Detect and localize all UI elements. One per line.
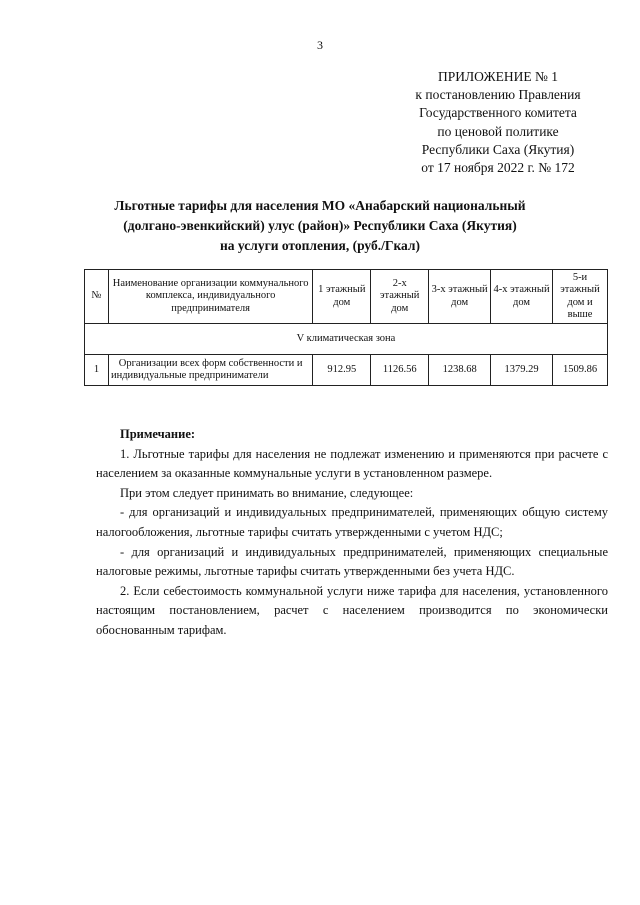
notes-title: Примечание: xyxy=(120,427,196,441)
note-paragraph: 2. Если себестоимость коммунальной услуги ниже тарифа для населения, установленного настоящим постановлением, расчет с населением производится по экономически обоснованным тарифам. xyxy=(96,583,608,637)
header-2-floor: 2-х этажный дом xyxy=(371,270,429,324)
appendix-line: от 17 ноября 2022 г. № 172 xyxy=(421,160,575,176)
appendix-line: ПРИЛОЖЕНИЕ № 1 xyxy=(437,69,559,84)
row-value-1-floor: 912.95 xyxy=(313,355,371,386)
note-paragraph: При этом следует принимать во внимание, следующее: xyxy=(120,485,414,500)
title-line: на услуги отопления, (руб./Гкал) xyxy=(220,238,420,253)
table-zone-row xyxy=(85,324,608,355)
note-paragraph: 1. Льготные тарифы для населения не подлежат изменению и применяются при расчете с населением за оказанные коммунальные услуги в установленном размере. xyxy=(96,446,608,481)
note-paragraph: - для организаций и индивидуальных предпринимателей, применяющих общую систему налогообложения, льготные тарифы считать утвержденными с учетом НДС; xyxy=(96,505,608,539)
notes-section xyxy=(96,425,608,641)
row-value-3-floor: 1238.68 xyxy=(429,355,491,386)
header-organization: Наименование организации коммунального комплекса, индивидуального предпринимателя xyxy=(108,270,312,324)
row-num: 1 xyxy=(85,355,109,386)
appendix-line: Республики Саха (Якутия) xyxy=(421,141,575,157)
document-title xyxy=(90,196,550,256)
title-line: (долгано-эвенкийский) улус (район)» Республики Саха (Якутия) xyxy=(123,218,517,233)
appendix-line: к постановлению Правления xyxy=(415,87,581,103)
row-organization: Организации всех форм собственности и индивидуальные предприниматели xyxy=(108,355,312,386)
row-value-2-floor: 1126.56 xyxy=(371,355,429,386)
table-row xyxy=(85,355,608,386)
note-paragraph: - для организаций и индивидуальных предпринимателей, применяющих специальные налоговые режимы, льготные тарифы считать утвержденными без учета НДС. xyxy=(96,544,608,579)
header-3-floor: 3-х этажный дом xyxy=(429,270,491,324)
header-num: № xyxy=(85,270,109,324)
appendix-header xyxy=(380,68,616,177)
page-number: 3 xyxy=(317,38,323,52)
tariff-table xyxy=(84,269,608,386)
title-line: Льготные тарифы для населения МО «Анабарский национальный xyxy=(114,198,526,213)
row-value-5-floor: 1509.86 xyxy=(553,355,608,386)
header-5-floor: 5-и этажный дом и выше xyxy=(553,270,608,324)
header-1-floor: 1 этажный дом xyxy=(313,270,371,324)
appendix-line: по ценовой политике xyxy=(437,123,559,139)
header-4-floor: 4-х этажный дом xyxy=(491,270,553,324)
appendix-line: Государственного комитета xyxy=(419,105,577,121)
row-value-4-floor: 1379.29 xyxy=(491,355,553,386)
table-header-row xyxy=(85,270,608,324)
climate-zone: V климатическая зона xyxy=(85,324,608,355)
